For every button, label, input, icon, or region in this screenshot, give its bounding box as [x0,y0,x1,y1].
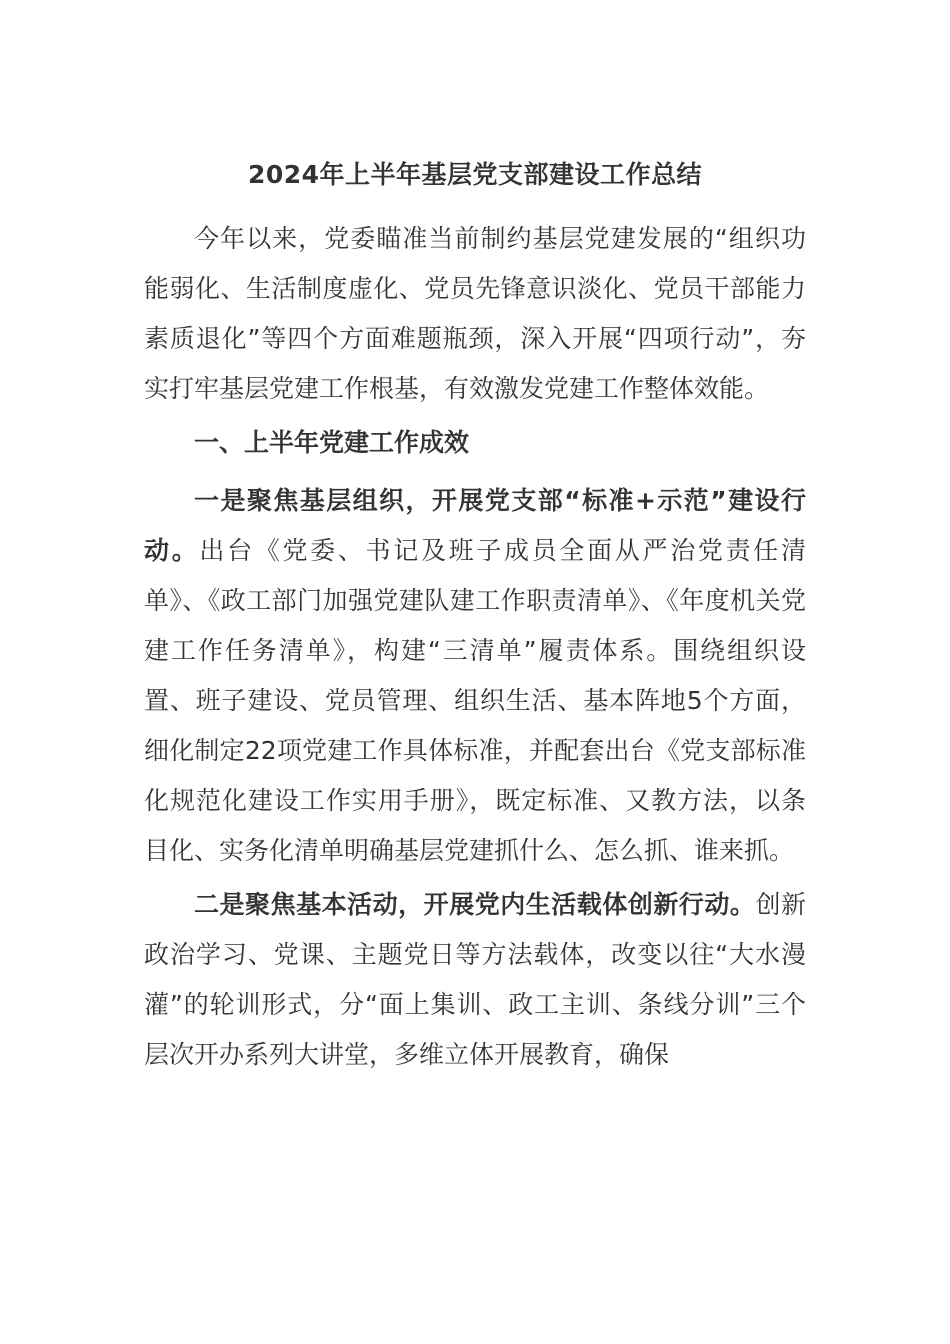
item-paragraph-1 [144,476,806,876]
document-body [144,150,806,1084]
intro-paragraph: 今年以来，党委瞄准当前制约基层党建发展的“组织功能弱化、生活制度虚化、党员先锋意识淡化、党员干部能力素质退化”等四个方面难题瓶颈，深入开展“四项行动”，夯实打牢基层党建工作根基，有效激发党建工作整体效能。 [144,224,806,403]
item-body-2: 创新政治学习、党课、主题党日等方法载体，改变以往“大水漫灌”的轮训形式，分“面上集训、政工主训、条线分训”三个层次开办系列大讲堂，多维立体开展教育，确保 [144,890,806,1069]
section-heading: 一、上半年党建工作成效 [194,428,470,457]
item-body-1: 出台《党委、书记及班子成员全面从严治党责任清单》、《政工部门加强党建队建工作职责清单》、《年度机关党建工作任务清单》，构建“三清单”履责体系。围绕组织设置、班子建设、党员管理、组织生活、基本阵地5个方面，细化制定22项党建工作具体标准，并配套出台《党支部标准化规范化建设工作实用手册》，既定标准、又教方法，以条目化、实务化清单明确基层党建抓什么、怎么抓、谁来抓。 [144,536,806,865]
document-title: 2024年上半年基层党支部建设工作总结 [247,160,703,189]
item-lead-2: 二是聚焦基本活动，开展党内生活载体创新行动。 [194,890,756,919]
item-paragraph-2 [144,880,806,1080]
item-lead-1: 一是聚焦基层组织，开展党支部“标准+示范”建设行动。 [144,486,806,565]
